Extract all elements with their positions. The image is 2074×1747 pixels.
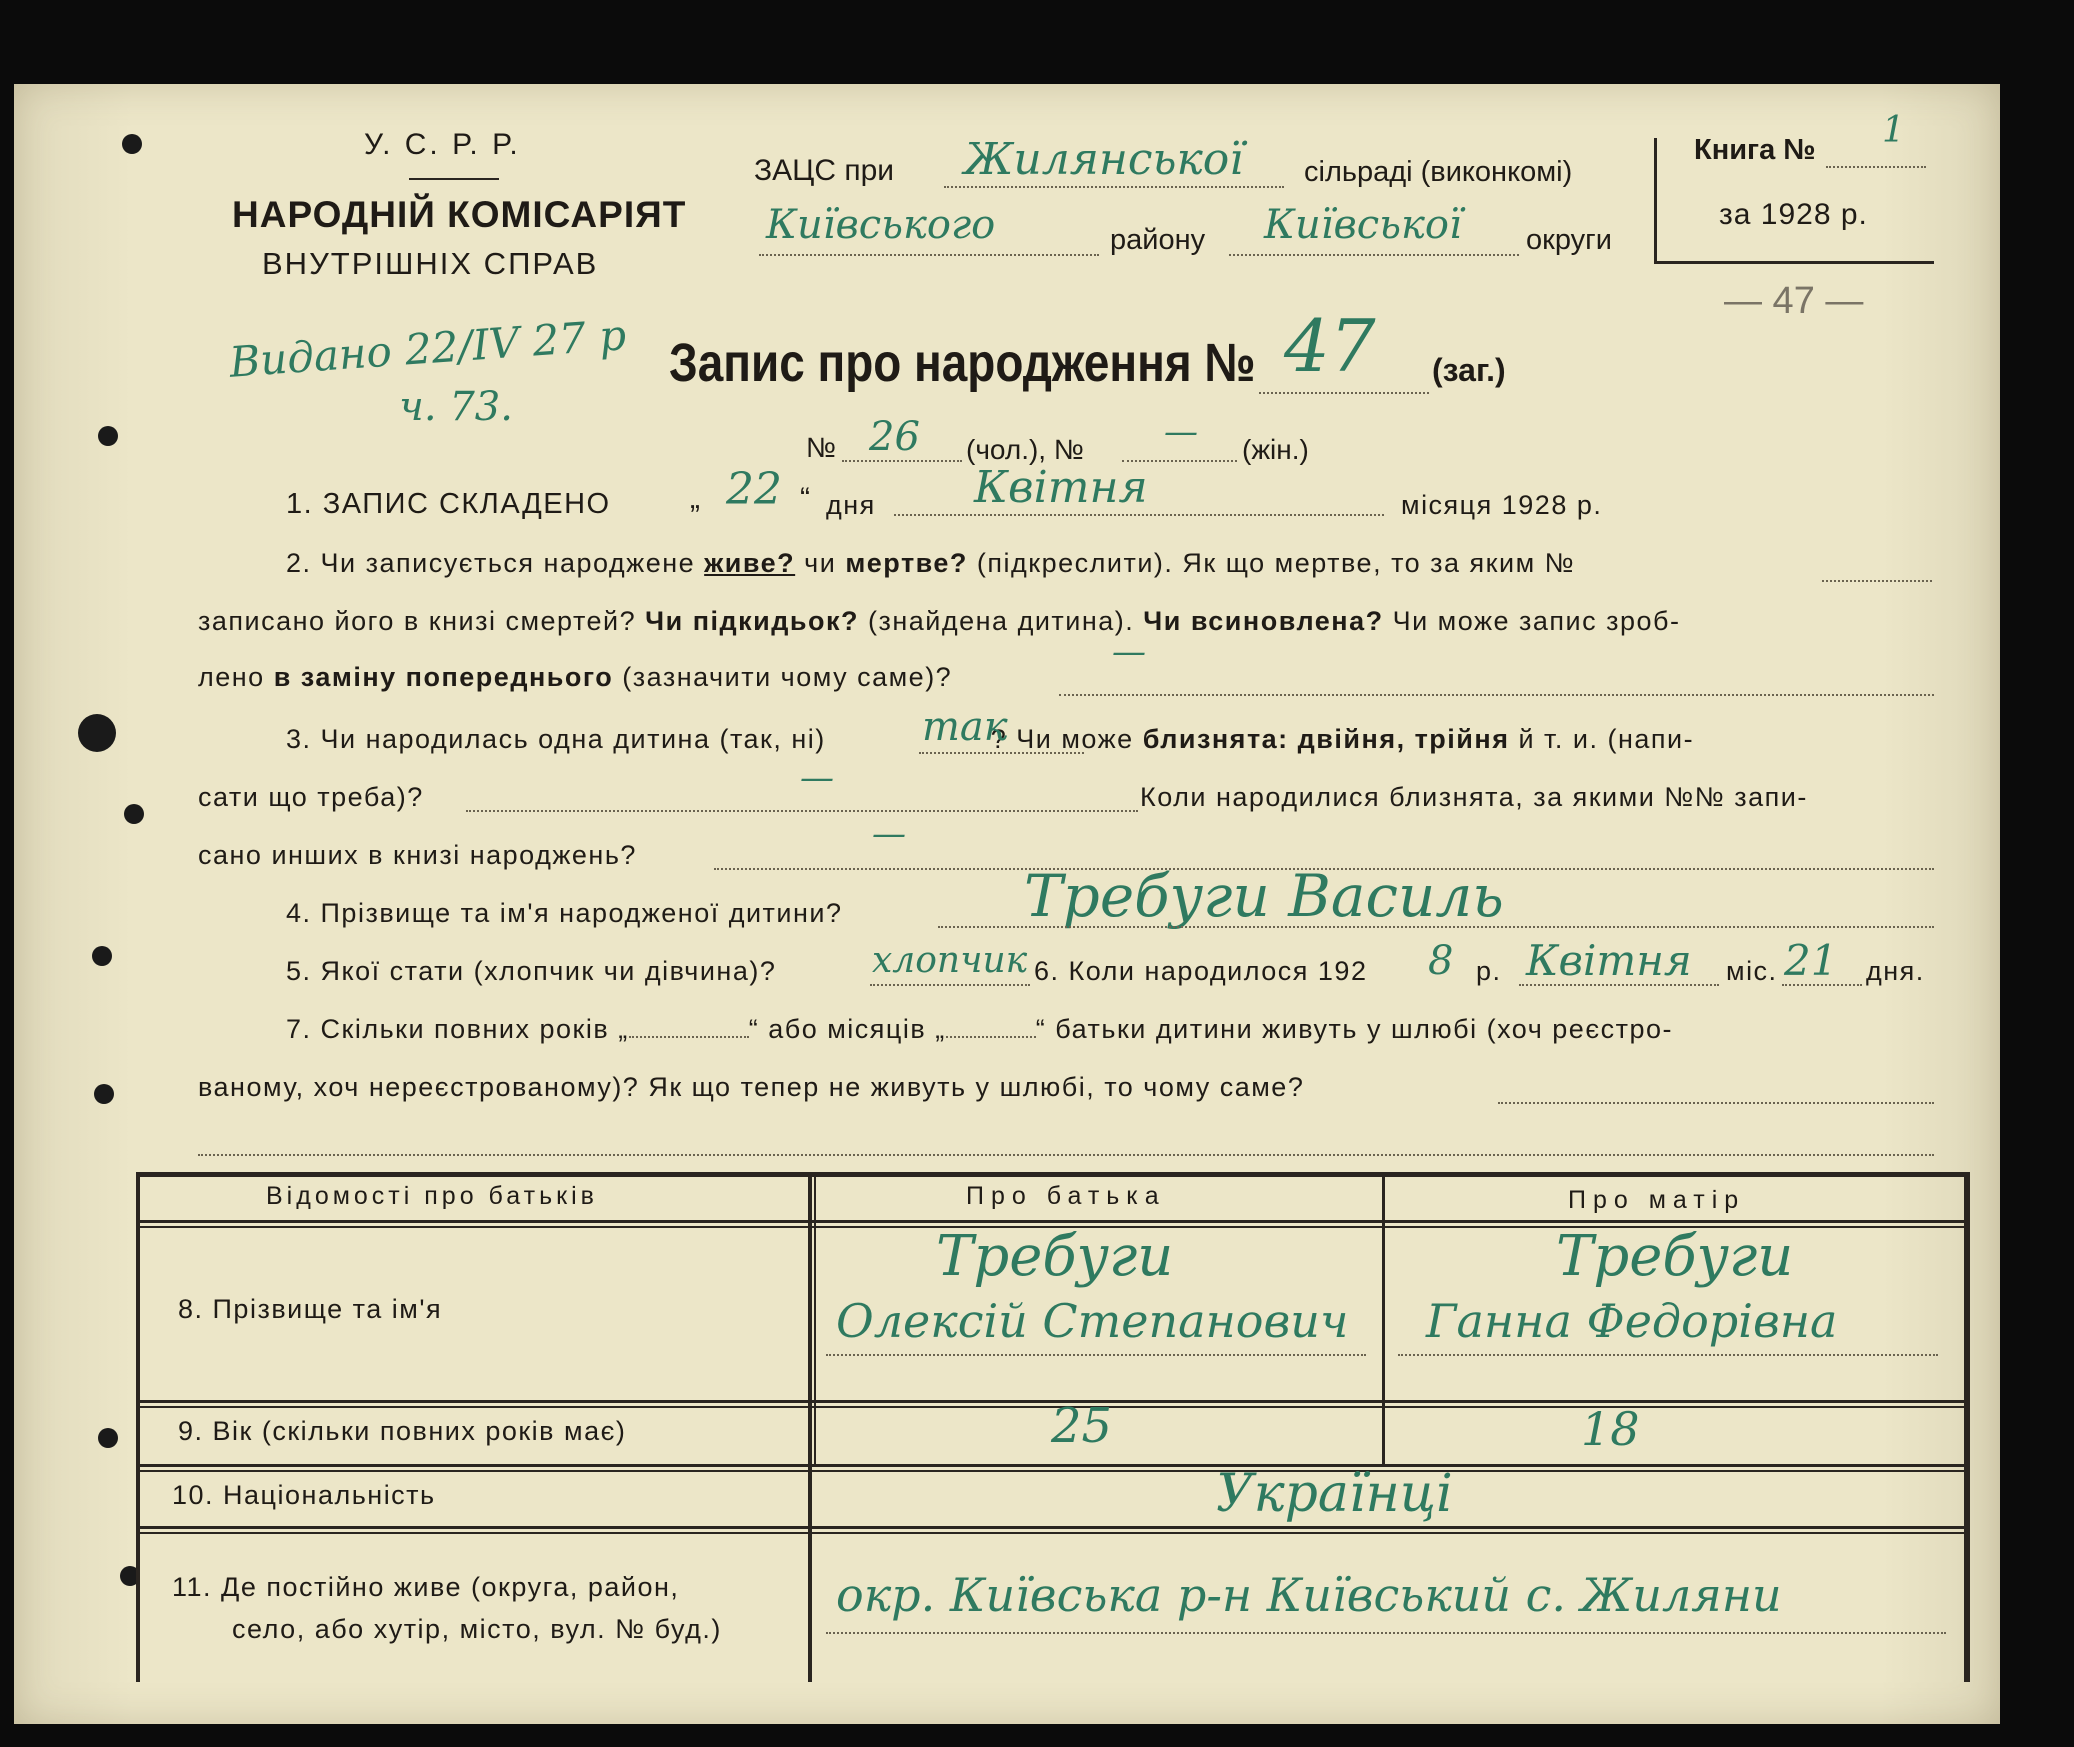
year-label: за 1928 р. — [1719, 198, 1868, 231]
q3-text: ? Чи може — [990, 724, 1143, 754]
q2-text: Чи може запис зроб- — [1383, 606, 1681, 636]
female-label: (жін.) — [1242, 434, 1309, 465]
q6-month: Квітня — [1526, 936, 1692, 985]
mother-age: 18 — [1581, 1402, 1640, 1456]
q7-reason-field — [1498, 1102, 1934, 1104]
q3-twins-field — [466, 810, 1138, 812]
book-box-left — [1654, 138, 1657, 264]
table-row-divider — [136, 1526, 1970, 1529]
table-header-father: Про батька — [966, 1182, 1166, 1210]
register-page — [14, 84, 2000, 1724]
father-age: 25 — [1051, 1398, 1113, 1454]
row8-label: 8. Прізвище та ім'я — [178, 1294, 443, 1324]
row10-label: 10. Національність — [172, 1480, 436, 1510]
q6-day-label: дня. — [1866, 956, 1925, 986]
ministry-title: ВНУТРІШНІХ СПРАВ — [262, 246, 599, 281]
q2-text: (підкреслити). Як що мертве, то за яким № — [967, 548, 1576, 578]
q2-text: (знайдена дитина). — [859, 606, 1144, 636]
q1-close-quote: “ — [800, 482, 810, 515]
q3-other-answer: — — [872, 814, 906, 854]
book-value: 1 — [1882, 110, 1905, 151]
binder-hole — [124, 804, 144, 824]
zags-value: Жилянської — [964, 134, 1244, 185]
binder-hole — [92, 946, 112, 966]
residence-field — [826, 1632, 1946, 1634]
q7-quote: „ — [935, 1014, 946, 1044]
q3-text: 3. Чи народилась одна дитина (так, ні) — [286, 724, 826, 754]
q3-single-answer: так — [922, 704, 1008, 750]
mother-name-field — [1398, 1354, 1938, 1356]
mother-name: Ганна Федорівна — [1426, 1294, 1838, 1348]
q1-day-label: дня — [826, 490, 876, 520]
q2-line3 — [198, 662, 952, 693]
divider — [409, 178, 499, 180]
q2-reason-field — [1059, 694, 1934, 696]
q6-day: 21 — [1784, 936, 1838, 985]
ussr-label: У. С. Р. Р. — [364, 128, 521, 161]
table-border-left — [136, 1172, 140, 1682]
q2-text: (зазначити чому саме)? — [613, 662, 953, 692]
issued-note-line1: Видано 22/IV 27 р — [227, 310, 628, 387]
q2-text: 2. Чи записується народжене — [286, 548, 705, 578]
q2-alive-option: живе? — [704, 548, 796, 578]
q6-day-field — [1782, 984, 1862, 986]
council-label: сільраді (виконкомі) — [1304, 156, 1573, 188]
q4-label: 4. Прізвище та ім'я народженої дитини? — [286, 898, 843, 928]
binder-hole — [78, 714, 116, 752]
q4-name-field — [938, 926, 1934, 928]
q6-year-digit: 8 — [1428, 938, 1454, 984]
raion-label: району — [1110, 224, 1206, 256]
binder-hole — [98, 426, 118, 446]
record-number-field — [1259, 392, 1429, 394]
father-name-field — [826, 1354, 1366, 1356]
row9-label: 9. Вік (скільки повних років має) — [178, 1416, 627, 1446]
zags-label: ЗАЦС при — [754, 154, 895, 187]
book-box-bottom — [1654, 261, 1934, 264]
q7-line2: ваному, хоч нереєстрованому)? Як що тепер не живуть у шлюбі, то чому саме? — [198, 1072, 1305, 1102]
q6-label: 6. Коли народилося 192 — [1034, 956, 1368, 986]
q3-line3: сано инших в книзі народжень? — [198, 840, 637, 870]
q2-foundling: Чи підкидьок? — [645, 606, 859, 636]
q6-mis-label: міс. — [1726, 956, 1778, 986]
q2-line1 — [286, 548, 1575, 579]
table-row-divider — [136, 1464, 1970, 1467]
record-suffix: (заг.) — [1432, 352, 1506, 388]
binder-hole — [98, 1428, 118, 1448]
q1-month-field — [894, 514, 1384, 516]
q1-year: місяця 1928 р. — [1401, 490, 1603, 520]
table-row-divider — [136, 1470, 1970, 1472]
q1-label: 1. ЗАПИС СКЛАДЕНО — [286, 488, 611, 520]
q6-year-suffix: р. — [1476, 956, 1502, 986]
issued-note-line2: ч. 73. — [399, 384, 513, 430]
q2-replacement: в заміну попереднього — [273, 662, 614, 692]
q1-day: 22 — [726, 464, 782, 515]
q3-text: сати що треба)? — [198, 782, 424, 812]
q5-sex-value: хлопчик — [872, 940, 1028, 981]
q7-line1 — [286, 1014, 1673, 1045]
commissariat-title: НАРОДНІЙ КОМІСАРІЯТ — [232, 194, 687, 235]
record-title: Запис про народження № — [669, 333, 1256, 393]
table-col-divider — [814, 1172, 816, 1464]
table-row-divider — [136, 1532, 1970, 1534]
q2-death-no-field — [1822, 580, 1932, 582]
q2-dead-option: мертве? — [845, 548, 968, 578]
q2-adopted: Чи всиновлена? — [1143, 606, 1384, 636]
table-header-info: Відомості про батьків — [266, 1182, 598, 1210]
record-number: 47 — [1284, 304, 1376, 388]
row11-label-line1: 11. Де постійно живе (округа, район, — [172, 1572, 680, 1602]
q6-month-field — [1519, 984, 1719, 986]
table-col-divider — [1382, 1172, 1385, 1464]
father-name: Олексій Степанович — [836, 1294, 1349, 1348]
q2-text: лено — [198, 662, 274, 692]
q3-line2 — [198, 782, 424, 813]
table-border-top — [136, 1172, 1970, 1177]
q3-text: й т. и. (напи- — [1509, 724, 1695, 754]
q3-line2b: Коли народилися близнята, за якими №№ запи- — [1140, 782, 1808, 812]
q7-text: 7. Скільки повних років — [286, 1014, 610, 1044]
okruha-field — [1229, 254, 1519, 256]
table-col-divider-lower — [808, 1464, 812, 1682]
zags-field — [944, 186, 1284, 188]
residence-value: окр. Київська р-н Київський с. Жиляни — [836, 1568, 1782, 1622]
q7-quote: “ — [748, 1014, 760, 1044]
q7-text: або місяців — [768, 1014, 927, 1044]
male-number: 26 — [869, 414, 920, 460]
q5-label: 5. Якої стати (хлопчик чи дівчина)? — [286, 956, 777, 986]
father-surname: Требуги — [936, 1224, 1174, 1289]
binder-hole — [122, 134, 142, 154]
q7-quote: “ — [1035, 1014, 1047, 1044]
table-border-right — [1964, 1172, 1970, 1682]
q3-single-field — [919, 752, 1084, 754]
q2-line2 — [198, 606, 1681, 637]
q4-child-name: Требуги Василь — [1024, 862, 1504, 930]
table-row-divider — [136, 1220, 1970, 1223]
table-header-mother: Про матір — [1568, 1186, 1746, 1214]
female-number: — — [1164, 412, 1198, 452]
q3-twins-options: близнята: двійня, трійня — [1142, 724, 1510, 754]
okruha-label: округи — [1526, 224, 1612, 256]
archive-number: — 47 — — [1724, 280, 1864, 322]
okruha-value: Київської — [1264, 202, 1462, 248]
sub-no-label: № — [806, 432, 837, 463]
male-label: (чол.), № — [966, 434, 1084, 465]
q2-text: чи — [795, 548, 846, 578]
book-label: Книга № — [1694, 134, 1816, 166]
q7-text: батьки дитини живуть у шлюбі (хоч реєстро- — [1055, 1014, 1673, 1044]
q2-text: записано його в книзі смертей? — [198, 606, 646, 636]
q5-sex-field — [870, 984, 1030, 986]
q2-answer: — — [1112, 632, 1146, 672]
male-number-field — [842, 460, 962, 462]
table-col-divider — [808, 1172, 812, 1464]
q7-extra-field — [198, 1154, 1934, 1156]
binder-hole — [94, 1084, 114, 1104]
mother-surname: Требуги — [1556, 1224, 1794, 1289]
q1-open-quote: „ — [690, 482, 700, 515]
raion-field — [759, 254, 1099, 256]
q1-month: Квітня — [974, 462, 1148, 513]
q7-quote: „ — [618, 1014, 629, 1044]
row11-label-line2: село, або хутір, місто, вул. № буд.) — [232, 1614, 722, 1644]
parents-table — [136, 1172, 1970, 1682]
q3-twins-answer: — — [800, 758, 834, 798]
raion-value: Київського — [766, 202, 996, 248]
book-field — [1826, 166, 1926, 168]
nationality-value: Українці — [1216, 1464, 1453, 1524]
